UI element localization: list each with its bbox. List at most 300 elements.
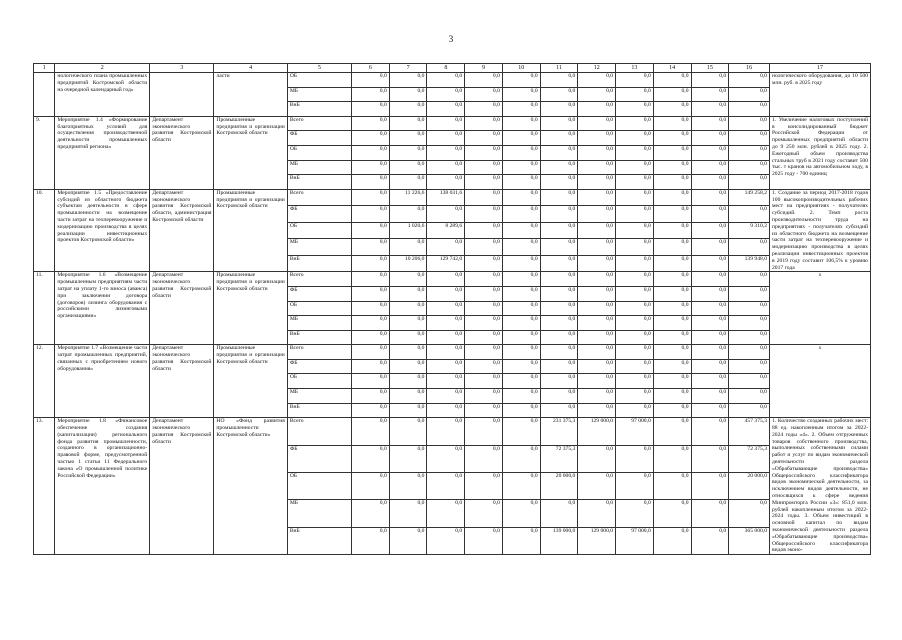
amount-cell: 0,0	[502, 131, 540, 146]
amount-cell: 0,0	[691, 403, 729, 418]
amount-cell: 0,0	[389, 206, 427, 223]
amount-cell: 0,0	[616, 286, 654, 301]
amount-cell: 0,0	[540, 389, 578, 404]
amount-cell: 0,0	[691, 131, 729, 146]
amount-cell: 0,0	[578, 272, 616, 287]
measure-name: Мероприятие 1.4 «Формирование благоприятных условий для осуществления производственной деятельности промышленных предприятий региона»	[55, 116, 150, 189]
amount-cell: 0,0	[729, 374, 770, 389]
amount-cell: 0,0	[691, 330, 729, 345]
amount-cell: 0,0	[616, 374, 654, 389]
funding-source: МБ	[287, 389, 351, 404]
amount-cell: 0,0	[465, 473, 503, 500]
amount-cell: 0,0	[389, 527, 427, 554]
amount-cell: 0,0	[427, 500, 465, 527]
amount-cell: 0,0	[389, 272, 427, 287]
amount-cell: 0,0	[352, 389, 390, 404]
column-number: 8	[427, 64, 465, 73]
amount-cell: 0,0	[653, 175, 691, 190]
amount-cell: 0,0	[578, 301, 616, 316]
amount-cell: 0,0	[540, 330, 578, 345]
amount-cell: 0,0	[653, 255, 691, 272]
amount-cell: 0,0	[389, 345, 427, 360]
amount-cell: 0,0	[427, 527, 465, 554]
amount-cell: 1 020,6	[389, 222, 427, 239]
amount-cell: 0,0	[616, 73, 654, 88]
amount-cell: 0,0	[352, 301, 390, 316]
amount-cell: 0,0	[691, 301, 729, 316]
amount-cell: 0,0	[653, 473, 691, 500]
amount-cell: 129 000,0	[578, 418, 616, 445]
amount-cell: 0,0	[427, 206, 465, 223]
amount-cell: 0,0	[578, 189, 616, 206]
amount-cell: 0,0	[691, 527, 729, 554]
column-number: 2	[55, 64, 150, 73]
amount-cell: 0,0	[502, 102, 540, 117]
amount-cell: 0,0	[389, 286, 427, 301]
amount-cell: 0,0	[465, 87, 503, 102]
amount-cell: 0,0	[465, 301, 503, 316]
amount-cell: 0,0	[729, 145, 770, 160]
amount-cell: 0,0	[578, 473, 616, 500]
amount-cell: 0,0	[502, 255, 540, 272]
amount-cell: 0,0	[389, 102, 427, 117]
amount-cell: 0,0	[389, 500, 427, 527]
amount-cell: 0,0	[427, 175, 465, 190]
amount-cell: 0,0	[691, 286, 729, 301]
amount-cell: 0,0	[578, 131, 616, 146]
amount-cell: 0,0	[502, 330, 540, 345]
amount-cell: 0,0	[352, 189, 390, 206]
funding-source: ФБ	[287, 286, 351, 301]
amount-cell: 0,0	[427, 418, 465, 445]
amount-cell: 0,0	[540, 206, 578, 223]
amount-cell: 0,0	[465, 272, 503, 287]
amount-cell: 0,0	[427, 286, 465, 301]
amount-cell: 0,0	[691, 73, 729, 88]
amount-cell: 0,0	[465, 316, 503, 331]
expected-result: 1. Создание за период 2017-2018 годов 100 высокопроизводительных рабочих мест на предприятиях - получателях субсидий. 2. Темп роста производительности труда на предприятиях - получателях субсидий из областного бюджета на возмещение части затрат на техперевооружение и модернизацию производства в целях реализации инвестиционных проектов в 2019 году составит 106,5% к уровню 2017 года	[769, 189, 870, 272]
amount-cell: 129 000,0	[578, 527, 616, 554]
funding-source: Всего	[287, 418, 351, 445]
amount-cell: 0,0	[389, 473, 427, 500]
amount-cell: 0,0	[616, 316, 654, 331]
amount-cell: 0,0	[729, 359, 770, 374]
funding-source: МБ	[287, 87, 351, 102]
amount-cell: 0,0	[465, 206, 503, 223]
amount-cell: 0,0	[389, 87, 427, 102]
amount-cell: 72 375,3	[540, 445, 578, 472]
amount-cell: 0,0	[691, 175, 729, 190]
amount-cell: 0,0	[352, 102, 390, 117]
amount-cell: 0,0	[653, 359, 691, 374]
amount-cell: 0,0	[578, 316, 616, 331]
amount-cell: 0,0	[653, 389, 691, 404]
amount-cell: 0,0	[540, 359, 578, 374]
funding-source: ВнБ	[287, 255, 351, 272]
amount-cell: 0,0	[616, 222, 654, 239]
amount-cell: 10 206,0	[389, 255, 427, 272]
amount-cell: 0,0	[352, 500, 390, 527]
amount-cell: 0,0	[465, 102, 503, 117]
amount-cell: 0,0	[691, 116, 729, 131]
table-row	[34, 418, 871, 445]
amount-cell: 0,0	[540, 189, 578, 206]
measure-name: нологического плана промышленных предприятий Костромской области на очередной календарный год»	[55, 73, 150, 117]
amount-cell: 0,0	[691, 239, 729, 256]
amount-cell: 0,0	[616, 345, 654, 360]
amount-cell: 0,0	[427, 473, 465, 500]
amount-cell: 0,0	[502, 473, 540, 500]
executor: Департамент экономического развития Костромской области	[150, 116, 214, 189]
expected-result: x	[769, 272, 870, 345]
amount-cell: 0,0	[465, 239, 503, 256]
column-number: 15	[691, 64, 729, 73]
amount-cell: 0,0	[465, 359, 503, 374]
amount-cell: 0,0	[502, 160, 540, 175]
amount-cell: 0,0	[540, 102, 578, 117]
amount-cell: 0,0	[502, 87, 540, 102]
amount-cell: 0,0	[729, 175, 770, 190]
amount-cell: 0,0	[389, 175, 427, 190]
amount-cell: 0,0	[540, 500, 578, 527]
amount-cell: 0,0	[540, 175, 578, 190]
amount-cell: 0,0	[691, 160, 729, 175]
amount-cell: 0,0	[540, 255, 578, 272]
amount-cell: 0,0	[691, 359, 729, 374]
participants: Промышленные предприятия и организации Костромской области	[214, 189, 287, 272]
amount-cell: 0,0	[691, 145, 729, 160]
amount-cell: 0,0	[540, 116, 578, 131]
amount-cell: 0,0	[729, 206, 770, 223]
amount-cell: 0,0	[578, 102, 616, 117]
amount-cell: 97 000,0	[616, 527, 654, 554]
amount-cell: 0,0	[352, 131, 390, 146]
amount-cell: 0,0	[578, 286, 616, 301]
column-number: 17	[769, 64, 870, 73]
amount-cell: 0,0	[653, 286, 691, 301]
amount-cell: 0,0	[502, 316, 540, 331]
amount-cell: 20 000,0	[540, 473, 578, 500]
amount-cell: 0,0	[352, 145, 390, 160]
funding-source: ВнБ	[287, 403, 351, 418]
amount-cell: 0,0	[578, 222, 616, 239]
measure-number: 13.	[34, 418, 55, 555]
funding-source: МБ	[287, 500, 351, 527]
amount-cell: 0,0	[691, 316, 729, 331]
amount-cell: 0,0	[616, 301, 654, 316]
amount-cell: 0,0	[540, 301, 578, 316]
measure-number	[34, 73, 55, 117]
amount-cell: 0,0	[616, 389, 654, 404]
amount-cell: 0,0	[427, 87, 465, 102]
amount-cell: 0,0	[352, 330, 390, 345]
funding-source: ФБ	[287, 359, 351, 374]
amount-cell: 0,0	[465, 116, 503, 131]
amount-cell: 0,0	[465, 527, 503, 554]
amount-cell: 0,0	[352, 403, 390, 418]
amount-cell: 0,0	[352, 73, 390, 88]
funding-source: ОБ	[287, 222, 351, 239]
amount-cell: 0,0	[616, 403, 654, 418]
funding-source: ВнБ	[287, 527, 351, 554]
amount-cell: 0,0	[427, 73, 465, 88]
amount-cell: 0,0	[653, 102, 691, 117]
amount-cell: 0,0	[465, 345, 503, 360]
amount-cell: 0,0	[389, 116, 427, 131]
funding-source: ОБ	[287, 73, 351, 88]
amount-cell: 0,0	[729, 116, 770, 131]
amount-cell: 0,0	[352, 473, 390, 500]
amount-cell: 0,0	[540, 222, 578, 239]
amount-cell: 0,0	[578, 87, 616, 102]
participants: Промышленные предприятия и организации Костромской области	[214, 345, 287, 418]
amount-cell: 0,0	[389, 403, 427, 418]
amount-cell: 0,0	[427, 330, 465, 345]
amount-cell: 0,0	[352, 418, 390, 445]
amount-cell: 0,0	[578, 445, 616, 472]
funding-source: ВнБ	[287, 102, 351, 117]
amount-cell: 0,0	[427, 239, 465, 256]
amount-cell: 0,0	[502, 272, 540, 287]
amount-cell: 0,0	[352, 272, 390, 287]
amount-cell: 0,0	[502, 175, 540, 190]
amount-cell: 0,0	[653, 445, 691, 472]
amount-cell: 0,0	[616, 175, 654, 190]
amount-cell: 0,0	[616, 116, 654, 131]
amount-cell: 0,0	[352, 160, 390, 175]
measure-number: 12.	[34, 345, 55, 418]
participants: НО «Фонд развития промышленности Костромской области»	[214, 418, 287, 555]
column-number-row	[34, 64, 871, 73]
amount-cell: 0,0	[352, 374, 390, 389]
amount-cell: 0,0	[578, 374, 616, 389]
amount-cell: 0,0	[502, 527, 540, 554]
funding-source: ВнБ	[287, 175, 351, 190]
funding-source: ФБ	[287, 131, 351, 146]
column-number: 3	[150, 64, 214, 73]
amount-cell: 0,0	[691, 500, 729, 527]
table-row	[34, 116, 871, 131]
amount-cell: 0,0	[691, 222, 729, 239]
amount-cell: 0,0	[540, 145, 578, 160]
amount-cell: 0,0	[653, 116, 691, 131]
amount-cell: 0,0	[389, 73, 427, 88]
amount-cell: 0,0	[465, 389, 503, 404]
amount-cell: 0,0	[540, 160, 578, 175]
amount-cell: 0,0	[352, 175, 390, 190]
amount-cell: 8 289,6	[427, 222, 465, 239]
amount-cell: 0,0	[653, 345, 691, 360]
amount-cell: 0,0	[389, 301, 427, 316]
amount-cell: 0,0	[653, 73, 691, 88]
amount-cell: 0,0	[540, 374, 578, 389]
amount-cell: 0,0	[729, 73, 770, 88]
amount-cell: 0,0	[352, 87, 390, 102]
amount-cell: 20 000,0	[729, 473, 770, 500]
amount-cell: 0,0	[729, 272, 770, 287]
amount-cell: 0,0	[653, 527, 691, 554]
amount-cell: 0,0	[616, 272, 654, 287]
amount-cell: 0,0	[465, 131, 503, 146]
amount-cell: 0,0	[578, 145, 616, 160]
funding-source: МБ	[287, 239, 351, 256]
table-row	[34, 189, 871, 206]
column-number: 11	[540, 64, 578, 73]
funding-source: ОБ	[287, 473, 351, 500]
amount-cell: 0,0	[465, 330, 503, 345]
measure-name: Мероприятие 1.5 «Предоставление субсидий из областного бюджета субъектам деятельности в сфере промышленности на возмещение части затрат на техперевооружение и модернизацию производства в целях реализации инвестиционных проектов Костромской области»	[55, 189, 150, 272]
amount-cell: 0,0	[616, 206, 654, 223]
amount-cell: 0,0	[578, 345, 616, 360]
column-number: 13	[616, 64, 654, 73]
amount-cell: 0,0	[427, 359, 465, 374]
amount-cell: 0,0	[540, 403, 578, 418]
table-row	[34, 345, 871, 360]
amount-cell: 0,0	[653, 160, 691, 175]
amount-cell: 0,0	[465, 73, 503, 88]
funding-source: ОБ	[287, 374, 351, 389]
column-number: 10	[502, 64, 540, 73]
amount-cell: 0,0	[691, 255, 729, 272]
expected-result: нологического оборудования, до 10 500 млн. руб. в 2025 году	[769, 73, 870, 117]
amount-cell: 0,0	[465, 160, 503, 175]
amount-cell: 0,0	[653, 272, 691, 287]
amount-cell: 0,0	[729, 301, 770, 316]
amount-cell: 0,0	[389, 374, 427, 389]
amount-cell: 0,0	[427, 374, 465, 389]
amount-cell: 0,0	[540, 272, 578, 287]
amount-cell: 0,0	[729, 87, 770, 102]
amount-cell: 0,0	[427, 316, 465, 331]
funding-source: ОБ	[287, 301, 351, 316]
amount-cell: 0,0	[427, 116, 465, 131]
amount-cell: 0,0	[616, 359, 654, 374]
amount-cell: 0,0	[691, 445, 729, 472]
funding-source: ВнБ	[287, 330, 351, 345]
amount-cell: 0,0	[729, 345, 770, 360]
funding-source: МБ	[287, 316, 351, 331]
participants: Промышленные предприятия и организации Костромской области	[214, 272, 287, 345]
amount-cell: 0,0	[389, 160, 427, 175]
amount-cell: 0,0	[502, 189, 540, 206]
amount-cell: 0,0	[427, 272, 465, 287]
amount-cell: 0,0	[691, 389, 729, 404]
funding-source: Всего	[287, 345, 351, 360]
measure-number: 9.	[34, 116, 55, 189]
amount-cell: 0,0	[653, 145, 691, 160]
budget-table	[33, 63, 871, 555]
amount-cell: 0,0	[502, 301, 540, 316]
amount-cell: 0,0	[502, 418, 540, 445]
amount-cell: 0,0	[691, 418, 729, 445]
amount-cell: 0,0	[352, 116, 390, 131]
amount-cell: 0,0	[616, 330, 654, 345]
executor: Департамент экономического развития Костромской области, администрация Костромской области	[150, 189, 214, 272]
amount-cell: 0,0	[616, 473, 654, 500]
amount-cell: 0,0	[502, 500, 540, 527]
amount-cell: 0,0	[578, 160, 616, 175]
amount-cell: 0,0	[502, 286, 540, 301]
measure-number: 11.	[34, 272, 55, 345]
amount-cell: 0,0	[465, 418, 503, 445]
amount-cell: 0,0	[427, 160, 465, 175]
amount-cell: 0,0	[691, 189, 729, 206]
amount-cell: 0,0	[616, 239, 654, 256]
amount-cell: 0,0	[502, 374, 540, 389]
executor: Департамент экономического развития Костромской области	[150, 272, 214, 345]
amount-cell: 0,0	[540, 286, 578, 301]
funding-source: Всего	[287, 272, 351, 287]
amount-cell: 0,0	[729, 131, 770, 146]
column-number: 6	[352, 64, 390, 73]
amount-cell: 0,0	[616, 102, 654, 117]
column-number: 5	[287, 64, 351, 73]
amount-cell: 0,0	[427, 145, 465, 160]
amount-cell: 0,0	[691, 102, 729, 117]
amount-cell: 0,0	[389, 316, 427, 331]
amount-cell: 0,0	[578, 500, 616, 527]
executor: Департамент экономического развития Костромской области	[150, 418, 214, 555]
amount-cell: 0,0	[578, 330, 616, 345]
funding-source: ФБ	[287, 206, 351, 223]
amount-cell: 0,0	[389, 131, 427, 146]
amount-cell: 0,0	[616, 145, 654, 160]
expected-result: 1. Количество созданных рабочих мест: 88 ед. накопленным итогом за 2022-2024 годы «4». 2. Объем отгруженных товаров собственного производства, выполненных собственными силами работ и услуг по видам экономической деятельности раздела «Обрабатывающие производства» Общероссийского классификатора видов экономической деятельности, за исключением видов деятельности, не относящихся к сфере ведения Минпромторга России «3»: 851,0 млн. рублей накопленным итогом за 2022-2024 годы. 3. Объем инвестиций в основной капитал по видам экономической деятельности раздела «Обрабатывающие производства» Общероссийского классификатора видов эконо-	[769, 418, 870, 555]
amount-cell: 0,0	[691, 473, 729, 500]
measure-name: Мероприятие 1.8 «Финансовое обеспечение создания (капитализации) регионального фонда развития промышленности, созданного в организационно-правовой форме, предусмотренной частью 1 статьи 11 Федерального закона «О промышленной политике Российской Федерации»	[55, 418, 150, 555]
funding-source: Всего	[287, 116, 351, 131]
amount-cell: 0,0	[729, 316, 770, 331]
amount-cell: 0,0	[352, 345, 390, 360]
amount-cell: 0,0	[540, 131, 578, 146]
amount-cell: 0,0	[427, 345, 465, 360]
amount-cell: 0,0	[729, 286, 770, 301]
funding-source: Всего	[287, 189, 351, 206]
column-number: 4	[214, 64, 287, 73]
amount-cell: 139 000,0	[540, 527, 578, 554]
participants: ласти	[214, 73, 287, 117]
amount-cell: 0,0	[502, 145, 540, 160]
table-row	[34, 73, 871, 88]
amount-cell: 0,0	[578, 206, 616, 223]
amount-cell: 0,0	[465, 222, 503, 239]
amount-cell: 0,0	[352, 527, 390, 554]
amount-cell: 0,0	[427, 403, 465, 418]
amount-cell: 0,0	[465, 175, 503, 190]
amount-cell: 0,0	[653, 189, 691, 206]
amount-cell: 0,0	[352, 255, 390, 272]
amount-cell: 11 226,6	[389, 189, 427, 206]
amount-cell: 365 000,0	[729, 527, 770, 554]
amount-cell: 0,0	[427, 389, 465, 404]
amount-cell: 0,0	[653, 500, 691, 527]
amount-cell: 0,0	[427, 102, 465, 117]
amount-cell: 0,0	[502, 239, 540, 256]
column-number: 12	[578, 64, 616, 73]
amount-cell: 0,0	[502, 206, 540, 223]
amount-cell: 0,0	[691, 206, 729, 223]
column-number: 14	[653, 64, 691, 73]
amount-cell: 0,0	[578, 73, 616, 88]
amount-cell: 0,0	[578, 116, 616, 131]
amount-cell: 0,0	[729, 102, 770, 117]
funding-source: ФБ	[287, 445, 351, 472]
amount-cell: 0,0	[502, 116, 540, 131]
amount-cell: 0,0	[653, 418, 691, 445]
amount-cell: 0,0	[729, 330, 770, 345]
measure-number: 10.	[34, 189, 55, 272]
amount-cell: 0,0	[653, 403, 691, 418]
